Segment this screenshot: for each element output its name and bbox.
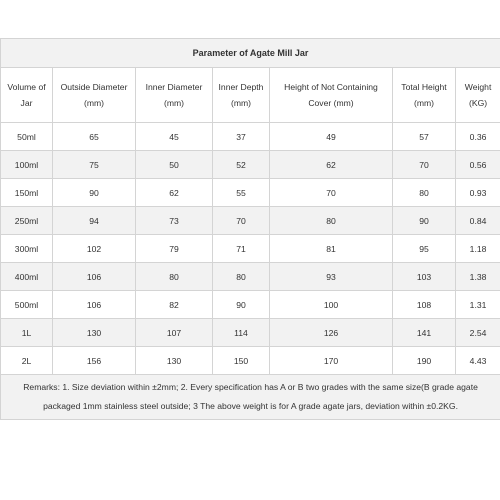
cell-inner-depth: 55: [213, 179, 270, 207]
cell-height-without-cover: 93: [270, 263, 393, 291]
cell-weight: 1.38: [456, 263, 500, 291]
cell-inner-depth: 150: [213, 347, 270, 375]
cell-inner-depth: 114: [213, 319, 270, 347]
remarks-row: [1, 375, 500, 420]
table-title: Parameter of Agate Mill Jar: [1, 39, 500, 68]
cell-outside-diameter: 90: [53, 179, 136, 207]
cell-inner-diameter: 82: [136, 291, 213, 319]
cell-height-without-cover: 62: [270, 151, 393, 179]
cell-inner-depth: 52: [213, 151, 270, 179]
cell-height-without-cover: 70: [270, 179, 393, 207]
cell-outside-diameter: 102: [53, 235, 136, 263]
cell-outside-diameter: 65: [53, 123, 136, 151]
cell-total-height: 190: [393, 347, 456, 375]
cell-weight: 2.54: [456, 319, 500, 347]
cell-height-without-cover: 80: [270, 207, 393, 235]
table-title-row: [1, 39, 500, 68]
cell-outside-diameter: 75: [53, 151, 136, 179]
cell-inner-depth: 71: [213, 235, 270, 263]
cell-inner-depth: 37: [213, 123, 270, 151]
cell-inner-diameter: 62: [136, 179, 213, 207]
cell-inner-diameter: 79: [136, 235, 213, 263]
cell-inner-depth: 80: [213, 263, 270, 291]
cell-inner-diameter: 73: [136, 207, 213, 235]
cell-total-height: 80: [393, 179, 456, 207]
table-row: [1, 179, 500, 207]
cell-inner-diameter: 80: [136, 263, 213, 291]
cell-volume: 100ml: [1, 151, 53, 179]
cell-outside-diameter: 156: [53, 347, 136, 375]
agate-mill-jar-table: [0, 38, 500, 420]
cell-volume: 2L: [1, 347, 53, 375]
header-outside-diameter: Outside Diameter (mm): [53, 68, 136, 123]
table-row: [1, 151, 500, 179]
cell-height-without-cover: 126: [270, 319, 393, 347]
table-row: [1, 291, 500, 319]
table-row: [1, 207, 500, 235]
cell-total-height: 108: [393, 291, 456, 319]
table-row: [1, 123, 500, 151]
cell-total-height: 57: [393, 123, 456, 151]
cell-weight: 1.18: [456, 235, 500, 263]
cell-total-height: 103: [393, 263, 456, 291]
cell-weight: 0.84: [456, 207, 500, 235]
cell-weight: 1.31: [456, 291, 500, 319]
remarks-text: Remarks: 1. Size deviation within ±2mm; 2. Every specification has A or B two grades with the same size(B grade agate packaged 1mm stainless steel outside; 3 The above weight is for A grade agate jars, deviation within ±0.2KG.: [1, 375, 500, 420]
cell-inner-diameter: 130: [136, 347, 213, 375]
cell-total-height: 141: [393, 319, 456, 347]
cell-total-height: 95: [393, 235, 456, 263]
cell-volume: 400ml: [1, 263, 53, 291]
cell-height-without-cover: 100: [270, 291, 393, 319]
cell-outside-diameter: 106: [53, 263, 136, 291]
cell-inner-depth: 70: [213, 207, 270, 235]
cell-outside-diameter: 94: [53, 207, 136, 235]
cell-weight: 0.93: [456, 179, 500, 207]
cell-volume: 1L: [1, 319, 53, 347]
header-weight: Weight (KG): [456, 68, 500, 123]
header-inner-diameter: Inner Diameter (mm): [136, 68, 213, 123]
header-inner-depth: Inner Depth (mm): [213, 68, 270, 123]
header-volume: Volume of Jar: [1, 68, 53, 123]
cell-weight: 0.56: [456, 151, 500, 179]
table-row: [1, 347, 500, 375]
table-row: [1, 319, 500, 347]
cell-volume: 300ml: [1, 235, 53, 263]
cell-volume: 150ml: [1, 179, 53, 207]
cell-volume: 50ml: [1, 123, 53, 151]
cell-total-height: 90: [393, 207, 456, 235]
cell-outside-diameter: 130: [53, 319, 136, 347]
cell-total-height: 70: [393, 151, 456, 179]
cell-weight: 4.43: [456, 347, 500, 375]
cell-volume: 500ml: [1, 291, 53, 319]
cell-inner-diameter: 107: [136, 319, 213, 347]
table-row: [1, 263, 500, 291]
cell-height-without-cover: 49: [270, 123, 393, 151]
cell-height-without-cover: 170: [270, 347, 393, 375]
header-height-without-cover: Height of Not Containing Cover (mm): [270, 68, 393, 123]
cell-inner-diameter: 50: [136, 151, 213, 179]
header-total-height: Total Height (mm): [393, 68, 456, 123]
cell-outside-diameter: 106: [53, 291, 136, 319]
cell-height-without-cover: 81: [270, 235, 393, 263]
table-row: [1, 235, 500, 263]
cell-inner-depth: 90: [213, 291, 270, 319]
cell-volume: 250ml: [1, 207, 53, 235]
cell-weight: 0.36: [456, 123, 500, 151]
table-header-row: [1, 68, 500, 123]
cell-inner-diameter: 45: [136, 123, 213, 151]
